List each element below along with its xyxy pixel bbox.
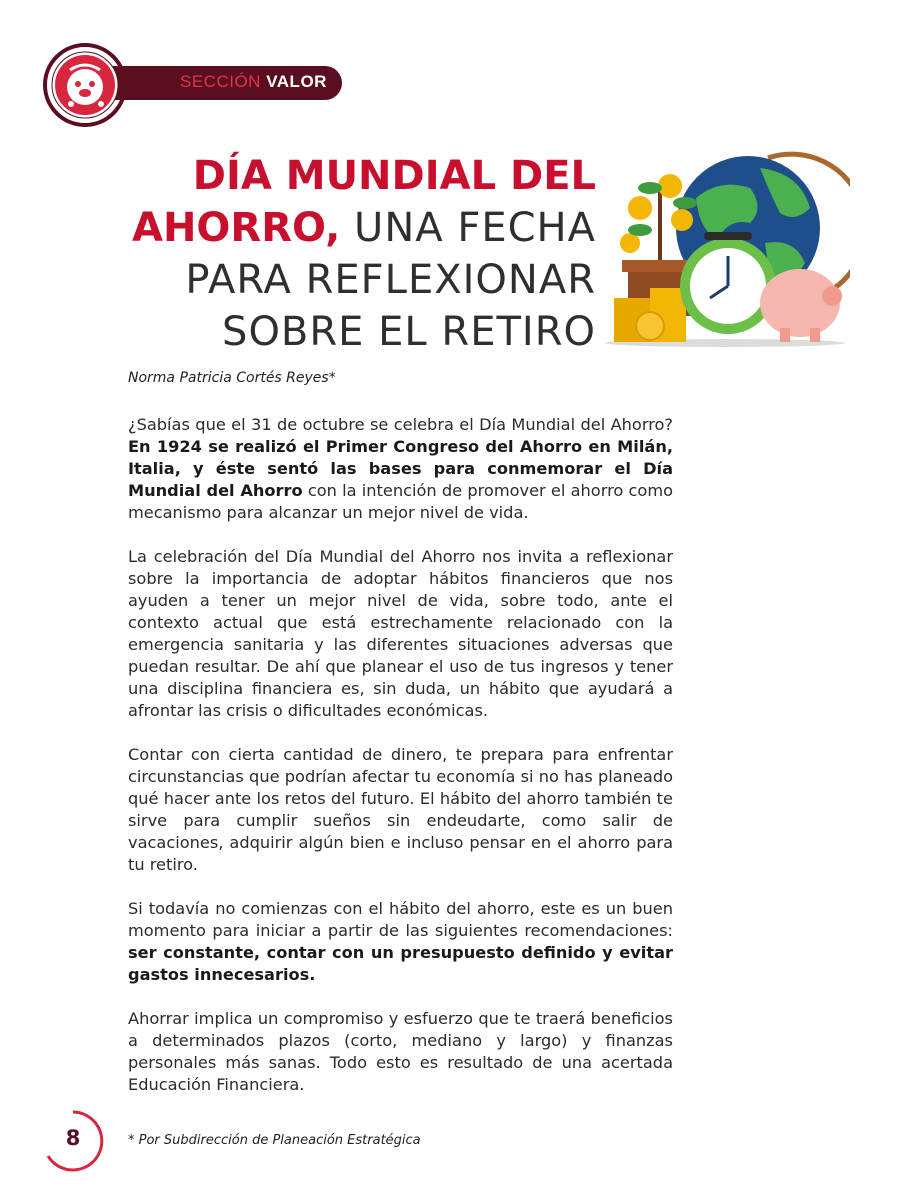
paragraph-1 <box>128 414 673 524</box>
article-author: Norma Patricia Cortés Reyes* <box>128 370 336 386</box>
globe-clock-piggybank-coins-illustration <box>600 148 850 348</box>
paragraph-3: Contar con cierta cantidad de dinero, te prepara para enfrentar circunstancias que podrían afectar tu economía si no has planeado qué hacer ante los retos del futuro. El hábito del ahorro también te sirve para cumplir sueños sin endeudarte, como salir de vacaciones, adquirir algún bien e incluso pensar en el ahorro para tu retiro. <box>128 745 673 874</box>
mascot-face-icon <box>42 42 128 128</box>
title-light-line-1: UNA FECHA <box>340 205 596 251</box>
paragraph-2: La celebración del Día Mundial del Ahorro nos invita a reflexionar sobre la importancia de adoptar hábitos financieros que nos ayuden a tener un mejor nivel de vida, sobre todo, ante el contexto actual que está estrechamente relacionado con la emergencia sanitaria y las diferentes situaciones adversas que puedan resultar. De ahí que planear el uso de tus ingresos y tener una disciplina financiera es, sin duda, un hábito que ayudará a afrontar las crisis o dificultades económicas. <box>128 547 673 720</box>
paragraph-1-intro: ¿Sabías que el 31 de octubre se celebra el Día Mundial del Ahorro? <box>128 415 673 434</box>
article-title <box>96 150 596 358</box>
title-light-line-2: PARA REFLEXIONAR <box>185 257 596 303</box>
paragraph-4 <box>128 898 673 986</box>
title-light-line-3: SOBRE EL RETIRO <box>222 309 596 355</box>
paragraph-1-bold: En 1924 se realizó el Primer Congreso del Ahorro en Milán, Italia, y éste sentó las bases para conmemorar el Día Mundial del Ahorro <box>128 437 673 500</box>
page-number: 8 <box>65 1126 81 1150</box>
paragraph-4-intro: Si todavía no comienzas con el hábito del ahorro, este es un buen momento para iniciar a partir de las siguientes recomendaciones: <box>128 899 673 940</box>
section-name: VALOR <box>266 72 327 91</box>
footnote: * Por Subdirección de Planeación Estratégica <box>128 1133 421 1148</box>
paragraph-5: Ahorrar implica un compromiso y esfuerzo que te traerá beneficios a determinados plazos (corto, mediano y largo) y finanzas personales más sanas. Todo esto es resultado de una acertada Educación Financiera. <box>128 1009 673 1094</box>
section-prefix: SECCIÓN <box>180 72 261 91</box>
title-bold-line-2: AHORRO, <box>131 205 341 251</box>
paragraph-4-bold: ser constante, contar con un presupuesto definido y evitar gastos innecesarios. <box>128 943 673 984</box>
section-label <box>180 72 327 94</box>
title-bold-line-1: DÍA MUNDIAL DEL <box>192 153 596 199</box>
paragraph-1-end: con la intención de promover el ahorro como mecanismo para alcanzar un mejor nivel de vida. <box>128 481 673 522</box>
article-body <box>128 414 673 1118</box>
